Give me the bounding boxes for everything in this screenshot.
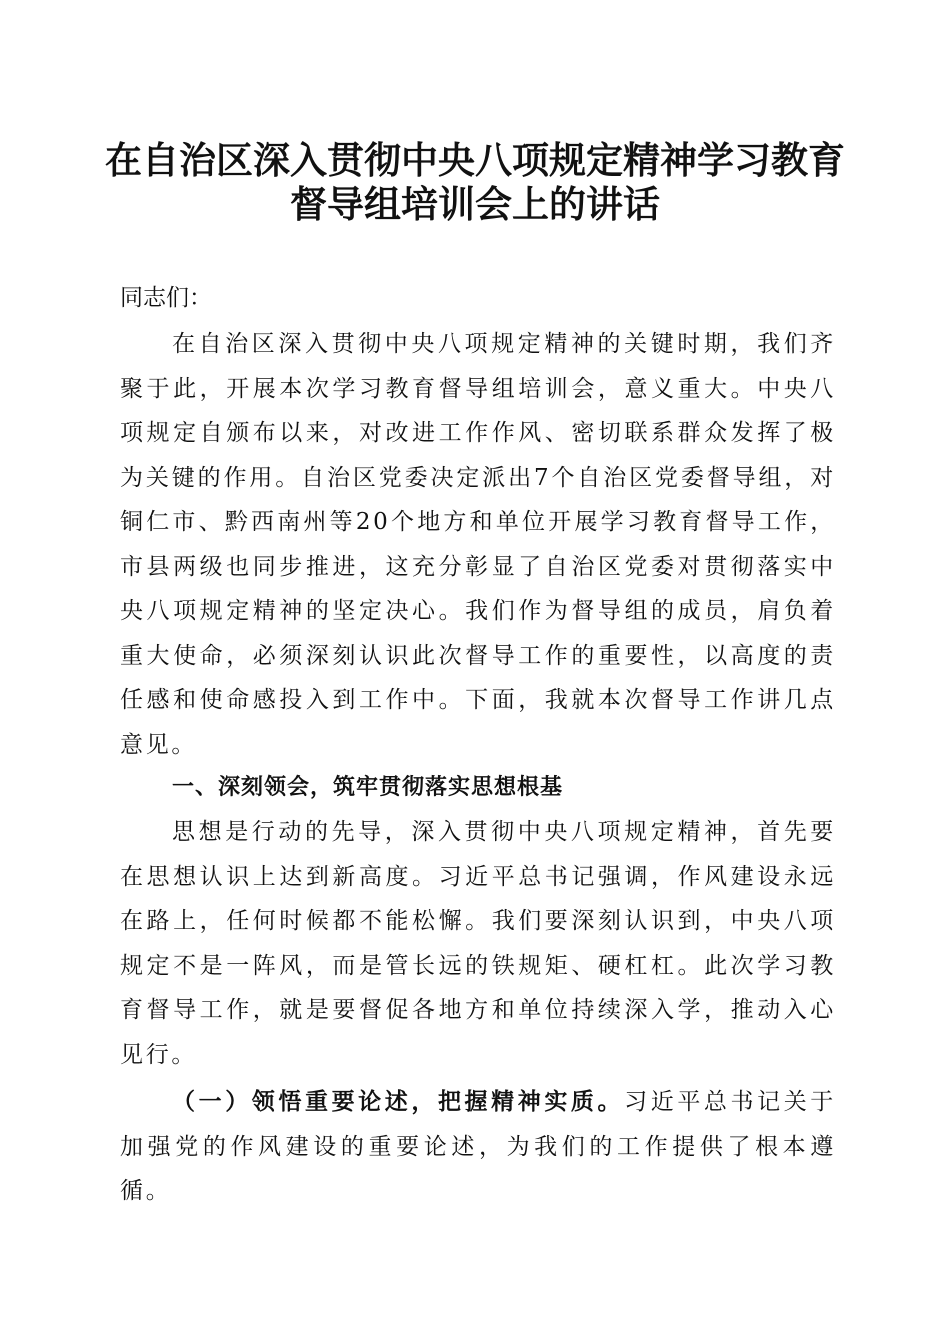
document-title-line-1: 在自治区深入贯彻中央八项规定精神学习教育 [105, 138, 845, 182]
document-title-line-2: 督导组培训会上的讲话 [290, 182, 660, 226]
section-heading-1: 一、深刻领会，筑牢贯彻落实思想根基 [172, 775, 564, 800]
paragraph-3-rest: 习近平总书记关于加强党的作风建设的重要论述，为我们的工作提供了根本遵循。 [120, 1089, 836, 1204]
paragraph-1: 在自治区深入贯彻中央八项规定精神的关键时期，我们齐聚于此，开展本次学习教育督导组培训会，意义重大。中央八项规定自颁布以来，对改进工作作风、密切联系群众发挥了极为关键的作用。自治区党委决定派出7个自治区党委督导组，对铜仁市、黔西南州等20个地方和单位开展学习教育督导工作，市县两级也同步推进，这充分彰显了自治区党委对贯彻落实中央八项规定精神的坚定决心。我们作为督导组的成员，肩负着重大使命，必须深刻认识此次督导工作的重要性，以高度的责任感和使命感投入到工作中。下面，我就本次督导工作讲几点意见。 [120, 331, 836, 758]
paragraph-2: 思想是行动的先导，深入贯彻中央八项规定精神，首先要在思想认识上达到新高度。习近平总书记强调，作风建设永远在路上，任何时候都不能松懈。我们要深刻认识到，中央八项规定不是一阵风，而是管长远的铁规矩、硬杠杠。此次学习教育督导工作，就是要督促各地方和单位持续深入学，推动入心见行。 [120, 819, 836, 1068]
paragraph-3 [120, 1080, 836, 1214]
salutation: 同志们： [120, 285, 212, 311]
paragraph-3-lead: （一）领悟重要论述，把握精神实质。 [172, 1088, 625, 1115]
